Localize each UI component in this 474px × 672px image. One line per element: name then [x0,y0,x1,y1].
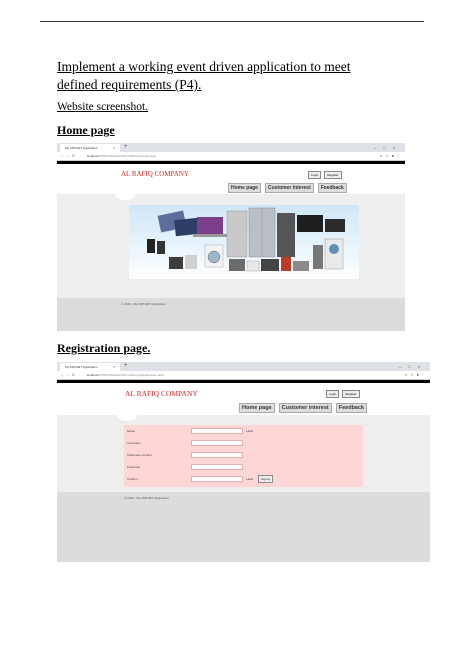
browser-tabbar [57,143,405,152]
menu-home-page[interactable]: Home page [239,403,275,413]
section-title-home: Home page [57,123,115,137]
registration-form [124,425,363,487]
new-tab-icon[interactable]: + [124,363,128,369]
form-row-username [124,439,363,447]
menu-home-page[interactable]: Home page [228,183,261,193]
form-row-password [124,463,363,471]
window-controls[interactable]: –□× [374,145,402,150]
confirm-side-label: Label [246,477,254,481]
menu-feedback[interactable]: Feedback [318,183,347,193]
browser-address-bar [57,152,405,161]
register-button[interactable]: Register [324,171,341,179]
username-label: Username [127,441,141,445]
form-row-confirm [124,475,363,483]
url-host: localhost [87,373,99,377]
username-input[interactable] [191,440,243,446]
content-notch [115,190,135,200]
menu-customer-interest[interactable]: Customer interest [265,183,314,193]
main-menu [239,403,367,413]
site-footer [57,298,405,331]
browser-address-bar [57,371,430,380]
url-field[interactable] [87,154,156,158]
appliances-banner-image [129,205,359,279]
home-page-screenshot [57,143,405,331]
confirm-input[interactable] [191,476,243,482]
name-side-label: Label [246,429,254,433]
url-path: :55051/WebSite%20-%20Copy/Registration.aspx [98,373,165,377]
name-label: Name [127,429,136,433]
telephone-label: Telephone number [127,453,152,457]
password-input[interactable] [191,464,243,470]
top-rule [40,21,424,22]
form-row-telephone [124,451,363,459]
address-bar-icons[interactable]: ⌕☆●⋮ [380,153,401,158]
document-subheading: Website screenshot. [57,101,149,113]
content-area [57,194,405,298]
login-button[interactable]: Login [308,171,321,179]
auth-links [326,390,360,398]
browser-tab[interactable]: My ASP.NET Application [60,363,120,371]
browser-tabbar [57,362,430,371]
navigation-icons[interactable]: ←→C [60,153,77,158]
registration-page-screenshot [57,362,430,562]
site-top-bar [57,161,405,164]
close-tab-icon[interactable]: × [113,145,116,150]
company-name: AL RAFIQ COMPANY [121,170,189,178]
close-tab-icon[interactable]: × [113,364,116,369]
auth-links [308,171,342,179]
url-path: :55051/WebSite%20-%20Copy/Home.aspx [98,154,157,158]
section-title-registration: Registration page. [57,341,151,355]
menu-customer-interest[interactable]: Customer interest [279,403,332,413]
site-footer [57,492,430,562]
footer-text: © 2019 - My ASP.NET Application [124,496,169,500]
form-row-name [124,427,363,435]
url-host: localhost [87,154,99,158]
login-button[interactable]: Login [326,390,339,398]
name-input[interactable] [191,428,243,434]
password-label: Password [127,465,141,469]
main-menu [228,183,347,193]
footer-text: © 2019 - My ASP.NET Application [121,302,166,306]
content-notch [117,411,137,421]
new-tab-icon[interactable]: + [124,144,128,150]
appliances-illustration [129,205,359,279]
signup-button[interactable]: Signup [258,475,273,483]
menu-feedback[interactable]: Feedback [336,403,367,413]
site-top-bar [57,380,430,383]
company-name: AL RAFIQ COMPANY [125,389,198,398]
document-heading: Implement a working event driven application to meet defined requirements (P4). [57,59,351,92]
url-field[interactable] [87,373,164,377]
confirm-label: Confirm [127,477,138,481]
browser-tab[interactable]: My ASP.NET Application [60,144,120,152]
window-controls[interactable]: –□× [399,364,427,369]
address-bar-icons[interactable]: ⌕☆●⋮ [405,372,426,377]
navigation-icons[interactable]: ←→C [60,372,77,377]
register-button[interactable]: Register [342,390,359,398]
telephone-input[interactable] [191,452,243,458]
content-area [57,415,430,492]
